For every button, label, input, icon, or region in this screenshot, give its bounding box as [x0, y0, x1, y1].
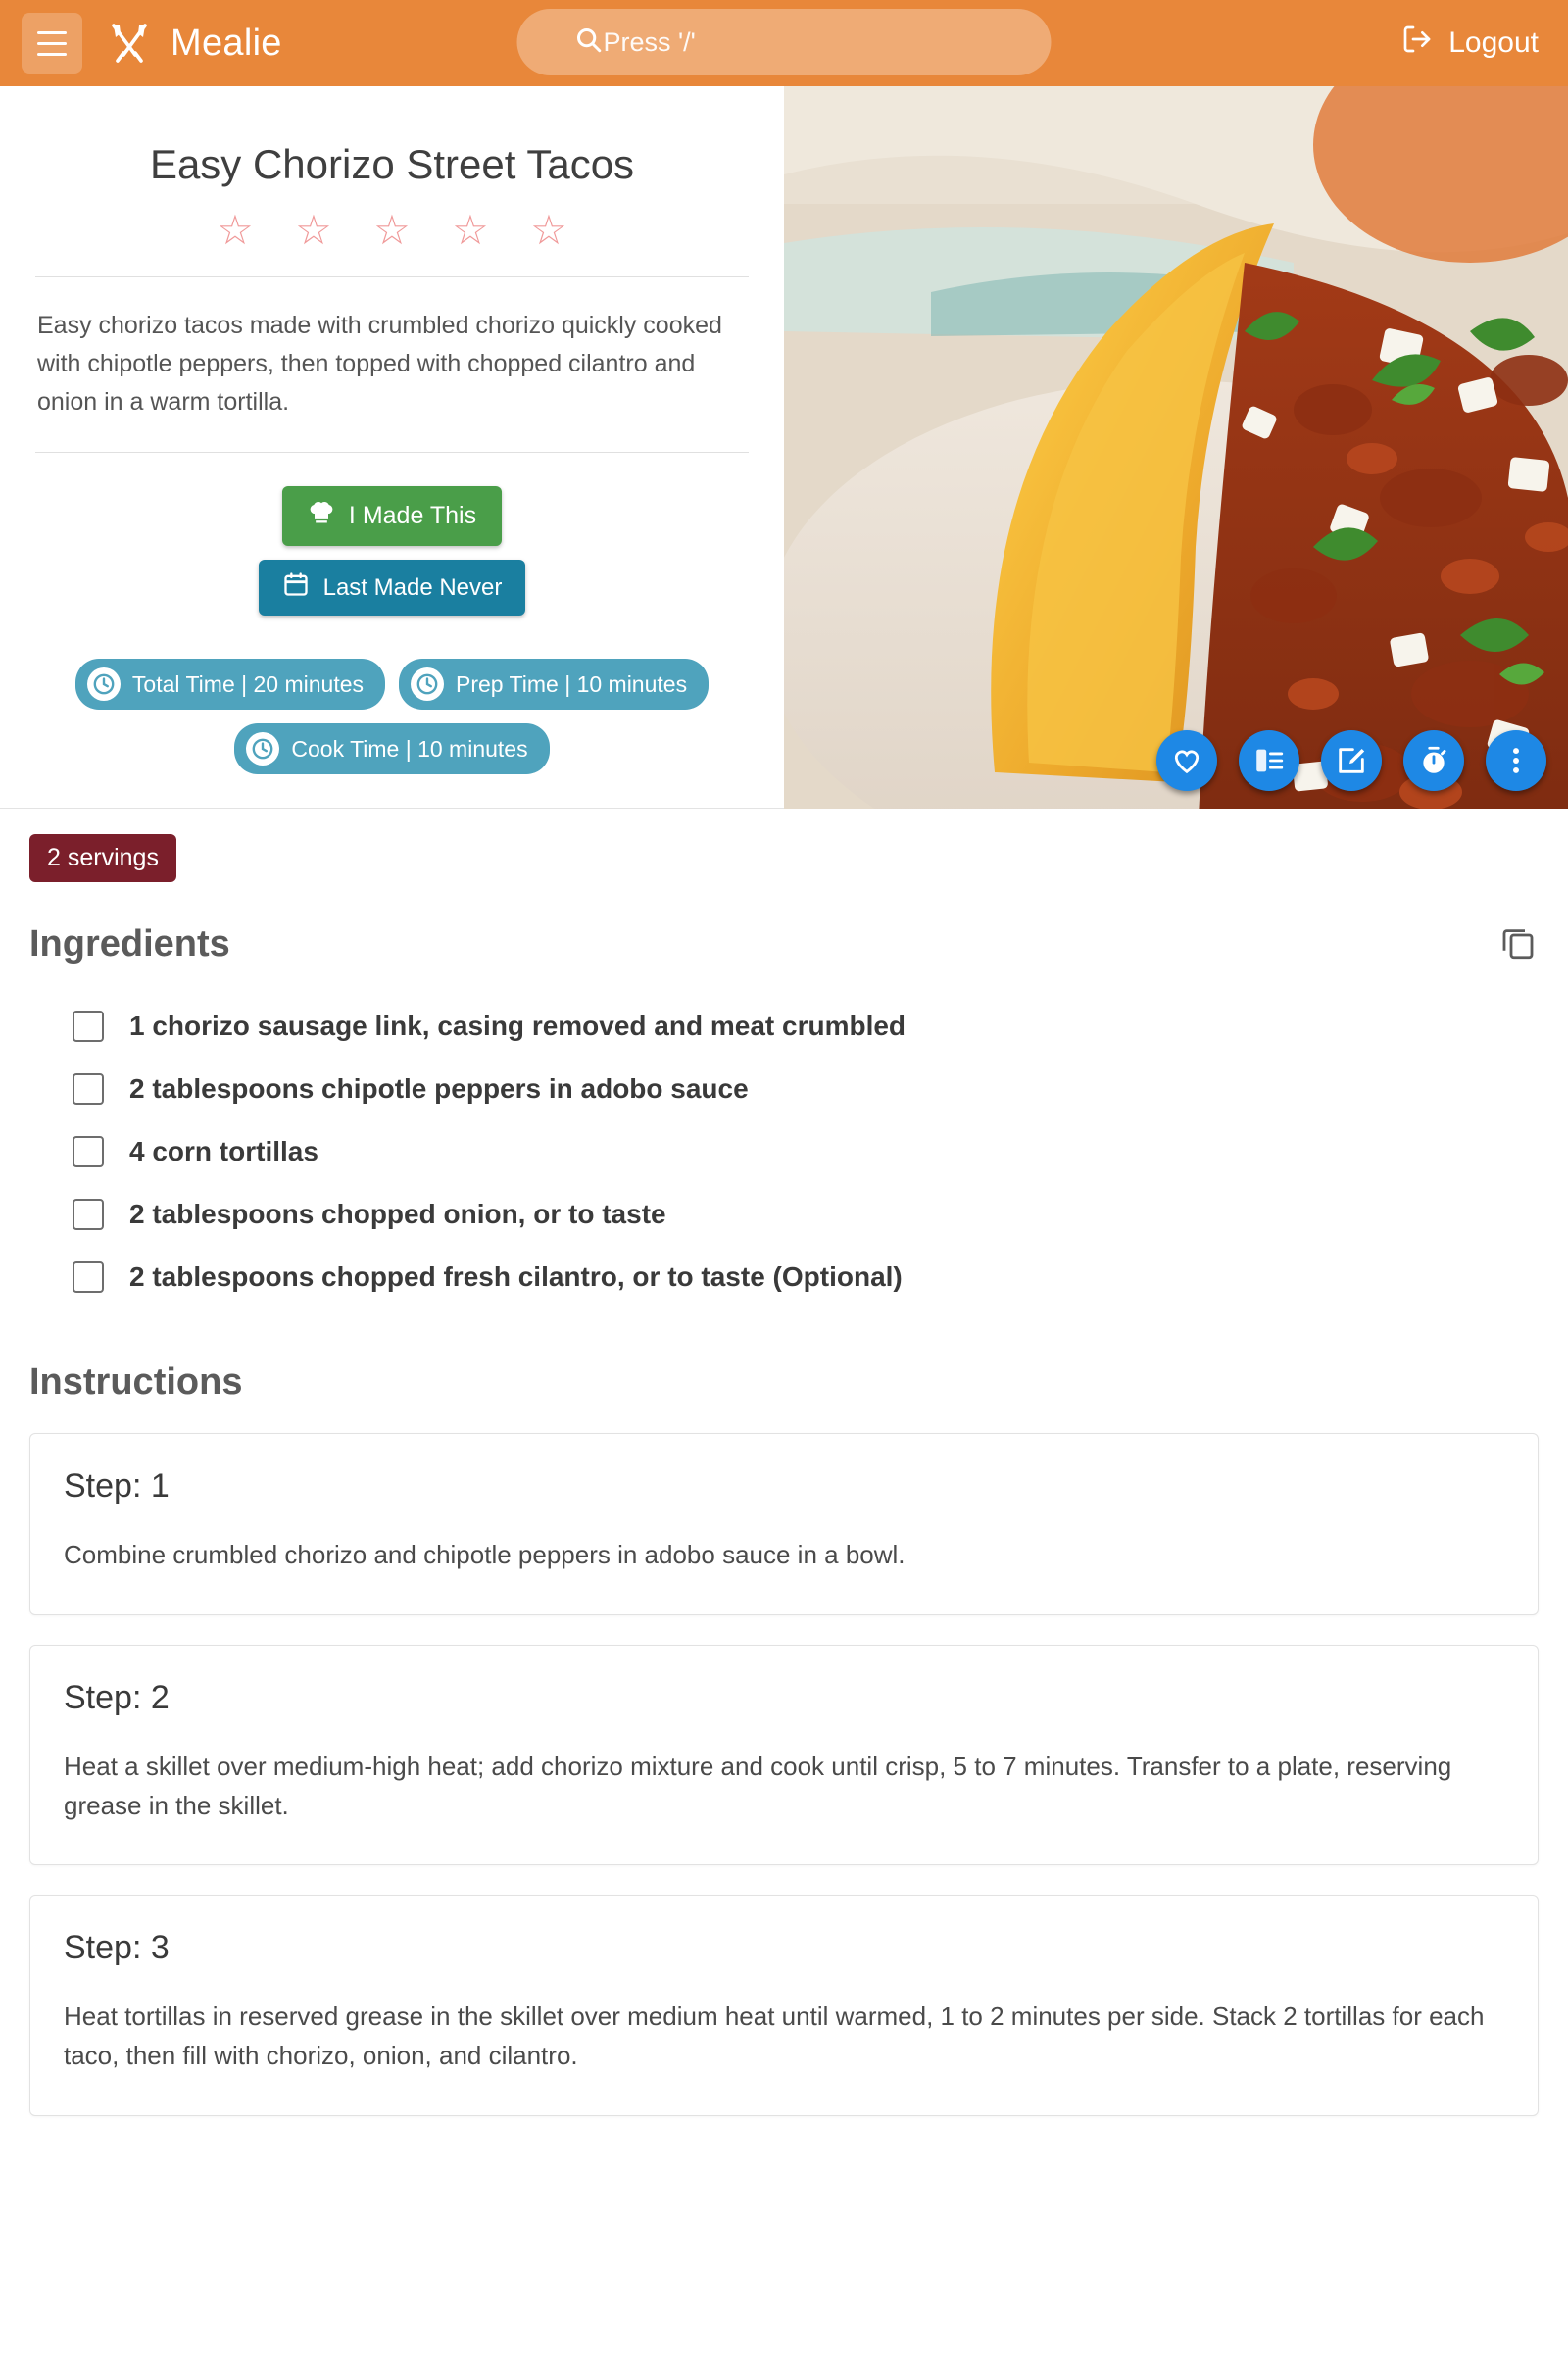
step-title: Step: 2 — [64, 1678, 170, 1716]
cook-time-chip[interactable] — [234, 723, 549, 774]
recipe-body — [0, 809, 1568, 2115]
ingredient-checkbox[interactable] — [73, 1011, 104, 1042]
last-made-label: Last Made Never — [322, 573, 503, 601]
ingredient-list — [29, 995, 1539, 1309]
last-made-button[interactable] — [259, 560, 526, 616]
star-4[interactable]: ☆ — [452, 207, 489, 253]
recipe-hero — [0, 86, 1568, 809]
shopping-list-button[interactable] — [1239, 730, 1299, 791]
step-title: Step: 1 — [64, 1467, 170, 1506]
more-options-button[interactable] — [1486, 730, 1546, 791]
instruction-step — [29, 1645, 1539, 1866]
copy-icon[interactable] — [1497, 921, 1539, 967]
total-time-chip[interactable] — [75, 659, 385, 710]
timer-button[interactable] — [1403, 730, 1464, 791]
ingredient-label: 1 chorizo sausage link, casing removed and meat crumbled — [129, 1011, 906, 1042]
divider — [35, 276, 749, 277]
recipe-image — [784, 86, 1568, 809]
i-made-this-button[interactable] — [282, 486, 502, 546]
recipe-summary — [0, 86, 784, 809]
step-text: Combine crumbled chorizo and chipotle peppers in adobo sauce in a bowl. — [64, 1540, 906, 1570]
search-icon — [574, 25, 604, 60]
star-2[interactable]: ☆ — [295, 207, 332, 253]
search-box[interactable] — [517, 9, 1052, 75]
instruction-step — [29, 1895, 1539, 2116]
taco-photo — [784, 86, 1568, 809]
brand[interactable] — [106, 20, 282, 67]
step-title: Step: 3 — [64, 1929, 170, 1967]
divider — [35, 452, 749, 453]
i-made-this-label: I Made This — [348, 502, 477, 530]
ingredient-label: 4 corn tortillas — [129, 1136, 318, 1167]
star-1[interactable]: ☆ — [217, 207, 254, 253]
clock-icon — [411, 667, 444, 701]
list-item[interactable] — [29, 1120, 1539, 1183]
calendar-icon — [282, 570, 310, 605]
list-item[interactable] — [29, 1058, 1539, 1120]
ingredient-label: 2 tablespoons chopped fresh cilantro, or to taste (Optional) — [129, 1261, 903, 1293]
ingredient-checkbox[interactable] — [73, 1136, 104, 1167]
page-title: Easy Chorizo Street Tacos — [149, 141, 635, 187]
instruction-step — [29, 1433, 1539, 1614]
star-5[interactable]: ☆ — [530, 207, 567, 253]
fork-knife-logo-icon — [106, 20, 153, 67]
clock-icon — [246, 732, 279, 766]
brand-name: Mealie — [171, 22, 282, 64]
recipe-fab-row — [1156, 730, 1546, 791]
rating-stars[interactable] — [35, 207, 749, 253]
step-text: Heat a skillet over medium-high heat; add chorizo mixture and cook until crisp, 5 to 7 minutes. Transfer to a plate, reserving grease in the skillet. — [64, 1751, 1452, 1820]
chef-hat-icon — [308, 499, 335, 533]
cook-time-label: Cook Time | 10 minutes — [291, 735, 528, 762]
list-item[interactable] — [29, 1183, 1539, 1246]
logout-label: Logout — [1448, 26, 1539, 59]
list-item[interactable] — [29, 1246, 1539, 1309]
logout-button[interactable] — [1401, 24, 1539, 63]
instructions-heading: Instructions — [29, 1361, 243, 1404]
hamburger-menu-icon[interactable] — [22, 13, 82, 74]
recipe-description: Easy chorizo tacos made with crumbled chorizo quickly cooked with chipotle peppers, then topped with chopped cilantro and onion in a warm tortilla. — [37, 312, 722, 416]
ingredient-checkbox[interactable] — [73, 1199, 104, 1230]
total-time-label: Total Time | 20 minutes — [131, 670, 364, 697]
servings-badge[interactable]: 2 servings — [29, 834, 176, 882]
ingredients-header — [29, 921, 1539, 967]
clock-icon — [87, 667, 121, 701]
step-text: Heat tortillas in reserved grease in the skillet over medium heat until warmed, 1 to 2 minutes per side. Stack 2 tortillas for each taco, then fill with chorizo, onion, and cilantro. — [64, 2001, 1485, 2071]
prep-time-label: Prep Time | 10 minutes — [456, 670, 688, 697]
ingredient-checkbox[interactable] — [73, 1073, 104, 1105]
edit-button[interactable] — [1321, 730, 1382, 791]
logout-icon — [1401, 24, 1433, 63]
ingredient-label: 2 tablespoons chipotle peppers in adobo sauce — [129, 1073, 749, 1105]
time-chips — [35, 659, 749, 774]
ingredient-checkbox[interactable] — [73, 1261, 104, 1293]
ingredients-heading: Ingredients — [29, 923, 230, 965]
prep-time-chip[interactable] — [399, 659, 709, 710]
recipe-actions — [35, 486, 749, 616]
star-3[interactable]: ☆ — [373, 207, 411, 253]
list-item[interactable] — [29, 995, 1539, 1058]
search-input[interactable] — [602, 26, 1052, 59]
favorite-button[interactable] — [1156, 730, 1217, 791]
ingredient-label: 2 tablespoons chopped onion, or to taste — [129, 1199, 666, 1230]
app-header — [0, 0, 1568, 86]
